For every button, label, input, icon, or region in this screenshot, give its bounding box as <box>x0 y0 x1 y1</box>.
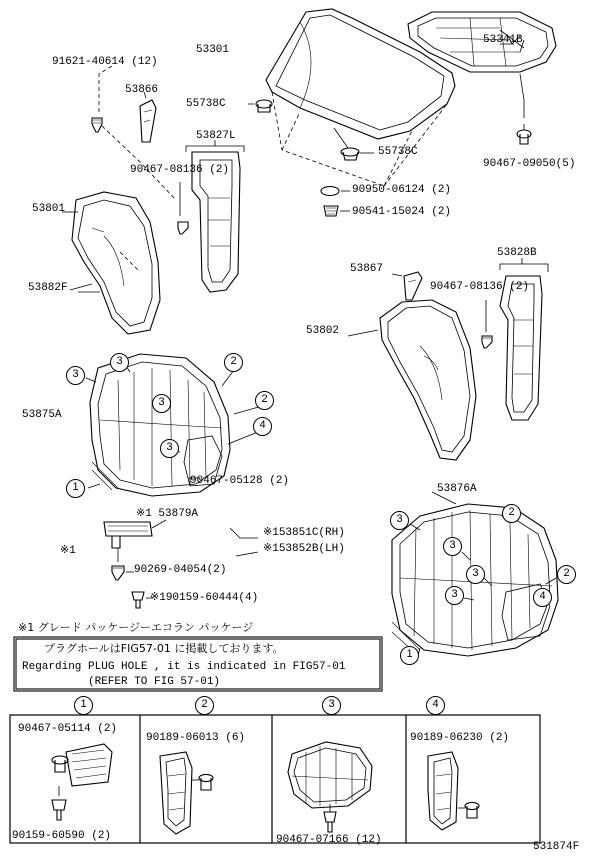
label-53882f: 53882F <box>28 282 68 294</box>
cushion-90541-15024 <box>324 206 338 216</box>
label-53867: 53867 <box>350 263 384 275</box>
callout-2[interactable]: 2 <box>557 565 576 584</box>
label-53827l: 53827L <box>196 130 236 142</box>
callout-3[interactable]: 3 <box>443 537 462 556</box>
label-53301: 53301 <box>196 44 230 56</box>
callout-3[interactable]: 3 <box>445 586 464 605</box>
label-53851c-rh: ※153851C(RH) <box>263 527 345 539</box>
legend-label-90189-06230: 90189-06230 (2) <box>410 732 510 744</box>
note-grade-package: ※1 グレード パッケージーエコラン パッケージ <box>18 621 254 634</box>
legend-art-2 <box>160 752 213 834</box>
note-plug-hole-jp: プラグホールはFIG57-01 に掲載しております。 <box>44 642 284 655</box>
legend-head-1[interactable]: 1 <box>74 696 93 715</box>
callout-2[interactable]: 2 <box>502 504 521 523</box>
label-90467-05128: 90467-05128 (2) <box>190 475 290 487</box>
bolt-90269-04054 <box>112 566 124 580</box>
legend-label-90467-05114: 90467-05114 (2) <box>18 723 118 735</box>
note-plug-hole-en: Regarding PLUG HOLE , it is indicated in FIG57-01 <box>22 661 346 673</box>
legend-head-2[interactable]: 2 <box>195 696 214 715</box>
legend-head-4[interactable]: 4 <box>426 696 445 715</box>
clip-55738c-bottom <box>341 148 359 160</box>
legend-label-90159-60590: 90159-60590 (2) <box>12 830 112 842</box>
bolt-91621-40614 <box>92 118 102 132</box>
label-53879a: ※1 53879A <box>136 508 199 520</box>
label-90159-60444: ※190159-60444(4) <box>150 592 259 604</box>
legend-label-90467-07166: 90467-07166 (12) <box>276 834 382 846</box>
callout-3[interactable]: 3 <box>466 565 485 584</box>
bracket-53866 <box>140 100 156 142</box>
bracket-53828b <box>500 276 542 420</box>
bolt-90467-08136-right <box>482 336 492 348</box>
callout-1[interactable]: 1 <box>66 479 85 498</box>
label-91621-40614: 91621-40614 (12) <box>52 56 158 68</box>
legend-art-4 <box>428 752 479 830</box>
callout-3[interactable]: 3 <box>66 366 85 385</box>
label-note-mark-1: ※1 <box>60 545 76 557</box>
label-90269-04054: 90269-04054(2) <box>134 564 227 576</box>
callout-3[interactable]: 3 <box>110 353 129 372</box>
label-90467-09050: 90467-09050(5) <box>483 158 576 170</box>
clip-90159-60444 <box>132 592 144 608</box>
legend-art-1 <box>52 744 112 820</box>
label-53876a: 53876A <box>437 483 477 495</box>
bolt-90467-08136-left <box>178 222 188 234</box>
legend-head-3[interactable]: 3 <box>322 696 341 715</box>
fender-53801 <box>72 192 160 334</box>
label-90950-06124: 90950-06124 (2) <box>352 184 452 196</box>
bracket-53879a <box>104 522 152 548</box>
clip-55738c-top <box>256 100 272 112</box>
label-53801: 53801 <box>32 203 66 215</box>
legend-art-3 <box>288 742 372 832</box>
label-55738c-bottom: 55738C <box>378 146 418 158</box>
hood-53301 <box>266 9 455 186</box>
callout-3[interactable]: 3 <box>152 394 171 413</box>
label-55738c-top: 55738C <box>186 98 226 110</box>
note-refer-fig: (REFER TO FIG 57-01) <box>88 676 221 688</box>
label-figure-code: 531874F <box>533 841 580 853</box>
legend-label-90189-06013: 90189-06013 (6) <box>146 732 246 744</box>
label-53828b: 53828B <box>497 247 537 259</box>
callout-3[interactable]: 3 <box>160 439 179 458</box>
label-90467-08136-right: 90467-08136 (2) <box>430 281 530 293</box>
callout-1[interactable]: 1 <box>400 646 419 665</box>
label-53852b-lh: ※153852B(LH) <box>263 543 345 555</box>
clip-90467-09050 <box>517 124 531 144</box>
label-90541-15024: 90541-15024 (2) <box>352 206 452 218</box>
callout-2[interactable]: 2 <box>224 353 243 372</box>
callout-4[interactable]: 4 <box>253 417 272 436</box>
label-53866: 53866 <box>125 84 159 96</box>
label-53341b: 53341B <box>483 34 523 46</box>
bracket-53867 <box>404 272 422 300</box>
callout-2[interactable]: 2 <box>255 391 274 410</box>
fender-53802 <box>380 300 476 460</box>
label-90467-08136-left: 90467-08136 (2) <box>130 164 230 176</box>
callout-3[interactable]: 3 <box>390 511 409 530</box>
label-53802: 53802 <box>306 325 340 337</box>
grommet-90950-06124 <box>321 187 339 196</box>
label-53875a: 53875A <box>22 409 62 421</box>
hood-seal-53341b <box>408 12 556 72</box>
callout-4[interactable]: 4 <box>533 588 552 607</box>
